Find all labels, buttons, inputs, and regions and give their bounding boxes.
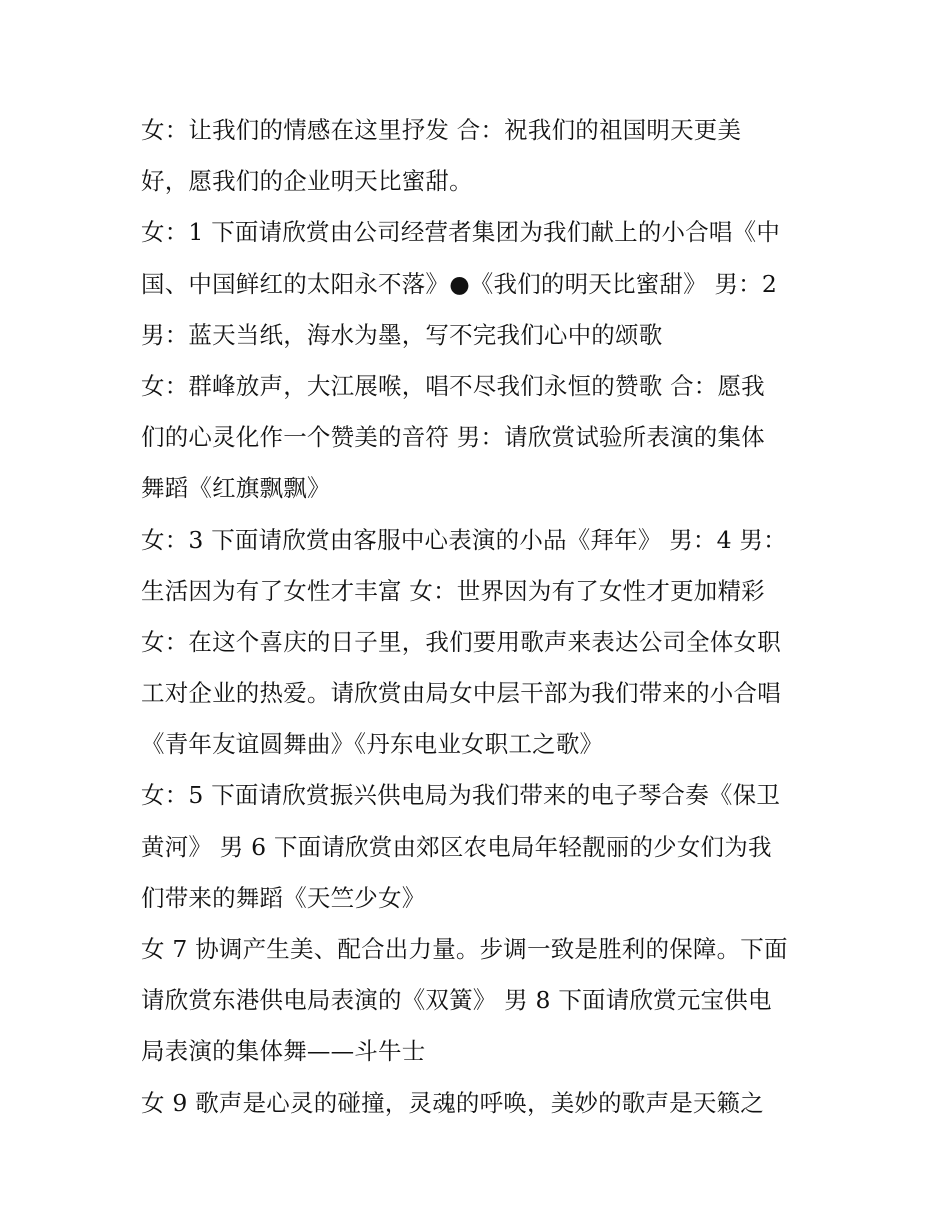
text-line-12: 工对企业的热爱。请欣赏由局女中层干部为我们带来的小合唱 — [141, 679, 781, 708]
text-line-4: 国、中国鲜红的太阳永不落》●《我们的明天比蜜甜》 男：2 — [141, 269, 778, 298]
text-line-3: 女：1 下面请欣赏由公司经营者集团为我们献上的小合唱《中 — [141, 218, 781, 247]
text-line-17: 女 7 协调产生美、配合出力量。步调一致是胜利的保障。下面 — [141, 935, 788, 963]
text-line-5: 男：蓝天当纸，海水为墨，写不完我们心中的颂歌 — [141, 320, 663, 349]
text-line-10: 生活因为有了女性才丰富 女：世界因为有了女性才更加精彩 — [141, 576, 765, 605]
text-line-9: 女：3 下面请欣赏由客服中心表演的小品《拜年》 男：4 男： — [141, 525, 787, 554]
text-line-15: 黄河》 男 6 下面请欣赏由郊区农电局年轻靓丽的少女们为我 — [141, 832, 772, 861]
text-line-18: 请欣赏东港供电局表演的《双簧》 男 8 下面请欣赏元宝供电 — [141, 986, 772, 1015]
text-line-7: 们的心灵化作一个赞美的音符 男：请欣赏试验所表演的集体 — [141, 423, 765, 452]
text-line-1: 女：让我们的情感在这里抒发 合：祝我们的祖国明天更美 — [141, 116, 742, 144]
text-line-14: 女：5 下面请欣赏振兴供电局为我们带来的电子琴合奏《保卫 — [141, 781, 781, 810]
text-line-19: 局表演的集体舞——斗牛士 — [141, 1037, 426, 1066]
text-line-11: 女：在这个喜庆的日子里，我们要用歌声来表达公司全体女职 — [141, 627, 781, 656]
text-line-20: 女 9 歌声是心灵的碰撞，灵魂的呼唤，美妙的歌声是天籁之 — [141, 1088, 764, 1117]
text-line-13: 《青年友谊圆舞曲》《丹东电业女职工之歌》 — [141, 730, 604, 759]
text-line-2: 好，愿我们的企业明天比蜜甜。 — [141, 167, 473, 196]
text-line-16: 们带来的舞蹈《天竺少女》 — [141, 883, 426, 912]
text-line-6: 女：群峰放声，大江展喉，唱不尽我们永恒的赞歌 合：愿我 — [141, 371, 765, 400]
text-line-8: 舞蹈《红旗飘飘》 — [141, 474, 331, 503]
